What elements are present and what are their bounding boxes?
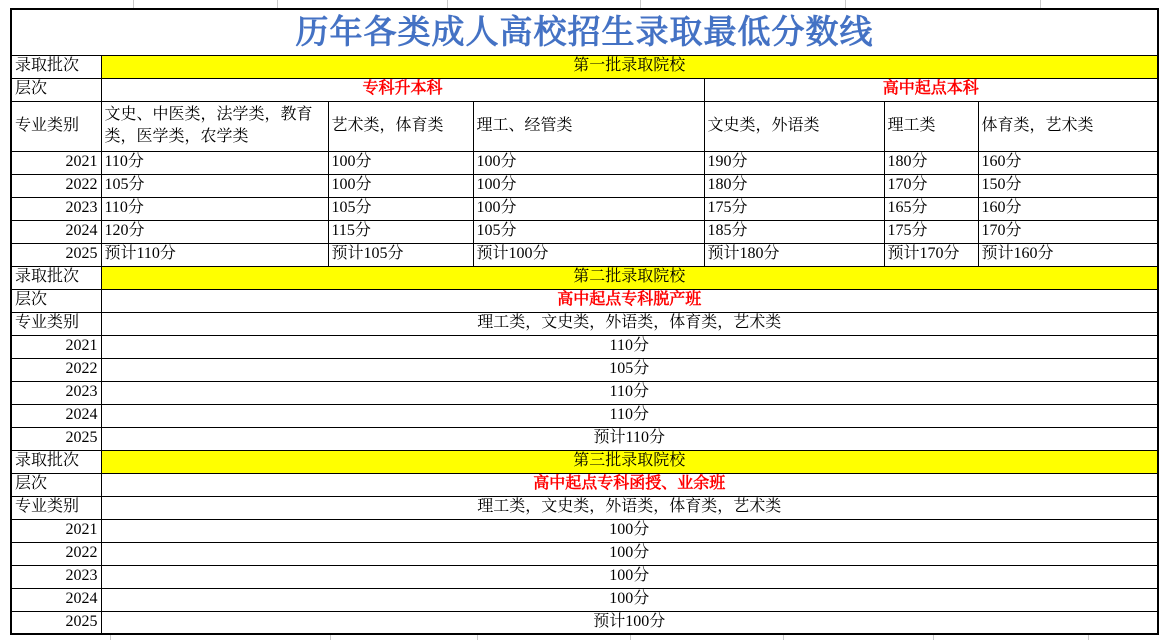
year-cell: 2021 [11,151,101,174]
score-cell: 100分 [328,151,473,174]
category-header: 体育类，艺术类 [978,101,1158,151]
score-cell: 预计110分 [101,243,328,266]
table-row [11,473,1158,496]
year-cell: 2023 [11,381,101,404]
score-cell: 185分 [704,220,884,243]
score-cell: 100分 [328,174,473,197]
score-cell-merged: 预计110分 [101,427,1158,450]
score-cell: 160分 [978,151,1158,174]
category-header: 文史、中医类，法学类，教育类，医学类，农学类 [101,101,328,151]
row-label-level: 层次 [11,289,101,312]
gridline-tick [277,0,278,8]
score-cell: 105分 [473,220,704,243]
score-cell: 120分 [101,220,328,243]
batch-banner-1: 第一批录取院校 [101,55,1158,78]
table-row [11,151,1158,174]
row-label-batch: 录取批次 [11,55,101,78]
year-cell: 2025 [11,427,101,450]
table-row [11,565,1158,588]
table-row [11,404,1158,427]
score-cell: 150分 [978,174,1158,197]
score-cell: 180分 [884,151,978,174]
row-label-category: 专业类别 [11,312,101,335]
table-row [11,174,1158,197]
table-row [11,335,1158,358]
year-cell: 2023 [11,197,101,220]
year-cell: 2022 [11,174,101,197]
table-row [11,588,1158,611]
category-merged: 理工类，文史类，外语类，体育类，艺术类 [101,312,1158,335]
row-label-category: 专业类别 [11,101,101,151]
gridline-tick [640,0,641,8]
year-cell: 2021 [11,519,101,542]
row-label-batch: 录取批次 [11,266,101,289]
row-label-level: 层次 [11,473,101,496]
table-row [11,243,1158,266]
gridline-tick [1040,0,1041,8]
score-cell: 115分 [328,220,473,243]
score-cell: 100分 [473,151,704,174]
score-cell: 预计100分 [473,243,704,266]
score-cell-merged: 110分 [101,404,1158,427]
score-cell: 170分 [884,174,978,197]
year-cell: 2024 [11,588,101,611]
gridline-tick [447,0,448,8]
table-row [11,197,1158,220]
batch-banner-3: 第三批录取院校 [101,450,1158,473]
score-cell-merged: 105分 [101,358,1158,381]
table-row [11,220,1158,243]
score-cell: 190分 [704,151,884,174]
table-row [11,312,1158,335]
table-row [11,266,1158,289]
score-cell-merged: 110分 [101,335,1158,358]
score-cell: 预计160分 [978,243,1158,266]
score-cell: 165分 [884,197,978,220]
category-header: 艺术类，体育类 [328,101,473,151]
table-row [11,78,1158,101]
score-cell: 105分 [101,174,328,197]
score-cell-merged: 110分 [101,381,1158,404]
score-cell: 预计105分 [328,243,473,266]
table-row [11,101,1158,151]
table-row [11,542,1158,565]
category-header: 理工类 [884,101,978,151]
year-cell: 2022 [11,358,101,381]
category-merged: 理工类，文史类，外语类，体育类，艺术类 [101,496,1158,519]
score-cell: 175分 [884,220,978,243]
year-cell: 2024 [11,220,101,243]
category-header: 理工、经管类 [473,101,704,151]
admission-score-table [10,8,1159,635]
table-row [11,55,1158,78]
row-label-category: 专业类别 [11,496,101,519]
gridline-tick [133,0,134,8]
table-row [11,9,1158,55]
year-cell: 2023 [11,565,101,588]
score-cell: 100分 [473,197,704,220]
row-label-batch: 录取批次 [11,450,101,473]
table-row [11,427,1158,450]
year-cell: 2024 [11,404,101,427]
year-cell: 2021 [11,335,101,358]
score-cell: 175分 [704,197,884,220]
year-cell: 2025 [11,611,101,634]
table-row [11,289,1158,312]
score-cell: 160分 [978,197,1158,220]
score-cell: 105分 [328,197,473,220]
year-cell: 2025 [11,243,101,266]
batch-banner-2: 第二批录取院校 [101,266,1158,289]
level-banner-1a: 专科升本科 [101,78,704,101]
level-banner-2: 高中起点专科脱产班 [101,289,1158,312]
score-cell-merged: 预计100分 [101,611,1158,634]
score-cell: 预计170分 [884,243,978,266]
gridline-tick [845,0,846,8]
score-cell: 170分 [978,220,1158,243]
score-cell: 110分 [101,197,328,220]
table-row [11,450,1158,473]
table-row [11,611,1158,634]
page-title: 历年各类成人高校招生录取最低分数线 [11,9,1158,55]
score-cell-merged: 100分 [101,588,1158,611]
level-banner-3: 高中起点专科函授、业余班 [101,473,1158,496]
table-row [11,381,1158,404]
category-header: 文史类，外语类 [704,101,884,151]
level-banner-1b: 高中起点本科 [704,78,1158,101]
score-cell-merged: 100分 [101,542,1158,565]
score-cell: 110分 [101,151,328,174]
score-cell: 100分 [473,174,704,197]
score-cell: 180分 [704,174,884,197]
score-cell: 预计180分 [704,243,884,266]
table-row [11,519,1158,542]
year-cell: 2022 [11,542,101,565]
row-label-level: 层次 [11,78,101,101]
score-cell-merged: 100分 [101,565,1158,588]
table-row [11,358,1158,381]
score-cell-merged: 100分 [101,519,1158,542]
table-row [11,496,1158,519]
